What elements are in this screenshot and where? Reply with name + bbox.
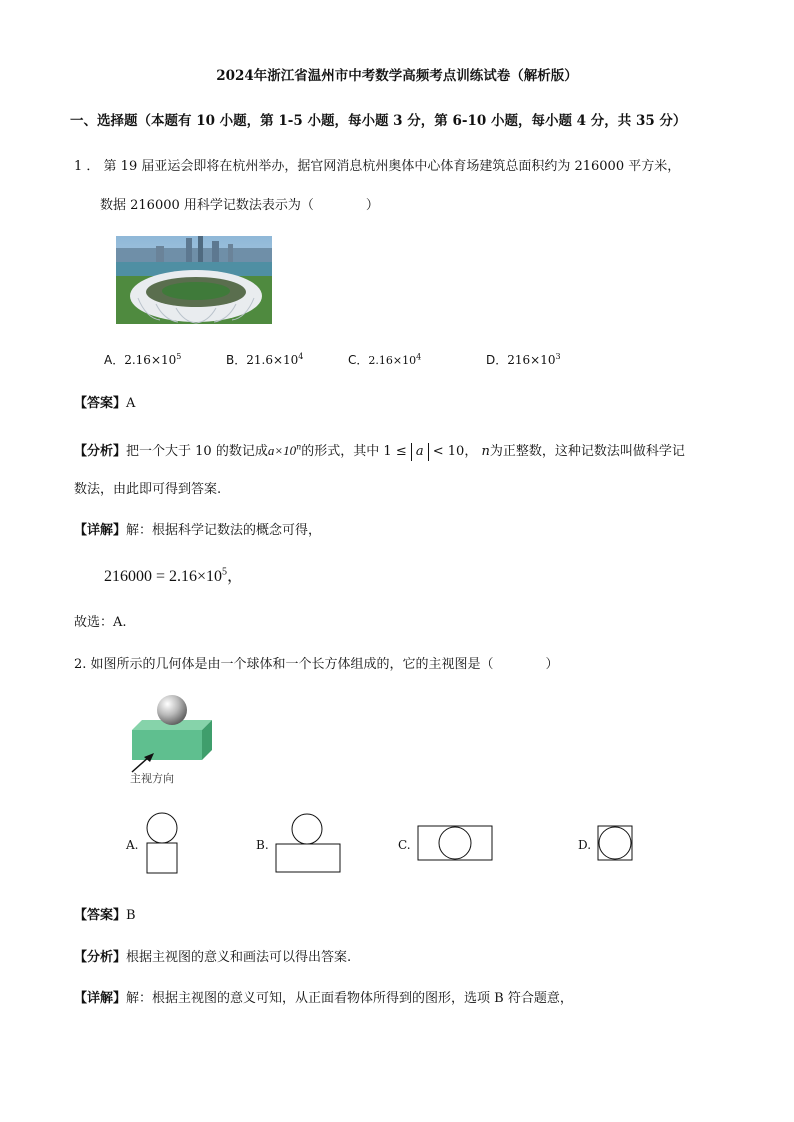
q1-detail: 【详解】解：根据科学记数法的概念可得， [74,523,322,538]
option-b-diagram [274,812,344,876]
q2-option-d-label: D. [578,838,592,852]
option-a-diagram [144,812,180,876]
q1-analysis-line1: 【分析】把一个大于 10 的数记成$a\times 10^n$的形式，其中 1 ≤ a < 10， n为正整数，这种记数法叫做科学记 [74,442,685,459]
q1-analysis-line2: 数法，由此即可得到答案. [74,482,222,497]
option-d-diagram [596,824,636,864]
q1-answer: 【答案】A [74,396,136,411]
q1-option-b: B．$21.6\times 10^4$ [226,352,304,367]
q1-option-d: D．$216\times 10^3$ [486,352,561,367]
view-direction-caption: 主视方向 [130,772,174,785]
q1-equation: $216000 = 2.16\times 10^5$， [104,566,244,585]
document-title: 2024年浙江省温州市中考数学高频考点训练试卷（解析版） [216,68,578,84]
q2-detail: 【详解】解：根据主视图的意义可知，从正面看物体所得到的图形，选项 B 符合题意， [74,991,573,1006]
abs-value-a: a [411,443,429,461]
q1-text-line1: 1 ． 第 19 届亚运会即将在杭州举办，据官网消息杭州奥体中心体育场建筑总面积约为 216000 平方米， [74,159,681,174]
q1-text-line2: 数据 216000 用科学记数法表示为（ ） [100,198,379,213]
stadium-photo [116,236,272,324]
q2-answer: 【答案】B [74,908,136,923]
q2-option-b-label: B. [256,838,269,852]
section-heading: 一、选择题（本题有 10 小题，第 1-5 小题，每小题 3 分，第 6-10 小题，每小题 4 分，共 35 分） [70,113,687,129]
q2-text: 2. 如图所示的几何体是由一个球体和一个长方体组成的，它的主视图是（ ） [74,657,559,672]
q2-option-c-label: C. [398,838,411,852]
option-c-diagram [416,824,496,864]
q1-option-c: C．$2.16\times 10^4$ [348,352,422,367]
q2-option-a-label: A. [126,838,139,852]
q2-analysis: 【分析】根据主视图的意义和画法可以得出答案. [74,950,352,965]
q1-conclusion: 故选：A. [74,615,127,630]
q1-option-a: A．$2.16\times 10^5$ [104,352,182,367]
